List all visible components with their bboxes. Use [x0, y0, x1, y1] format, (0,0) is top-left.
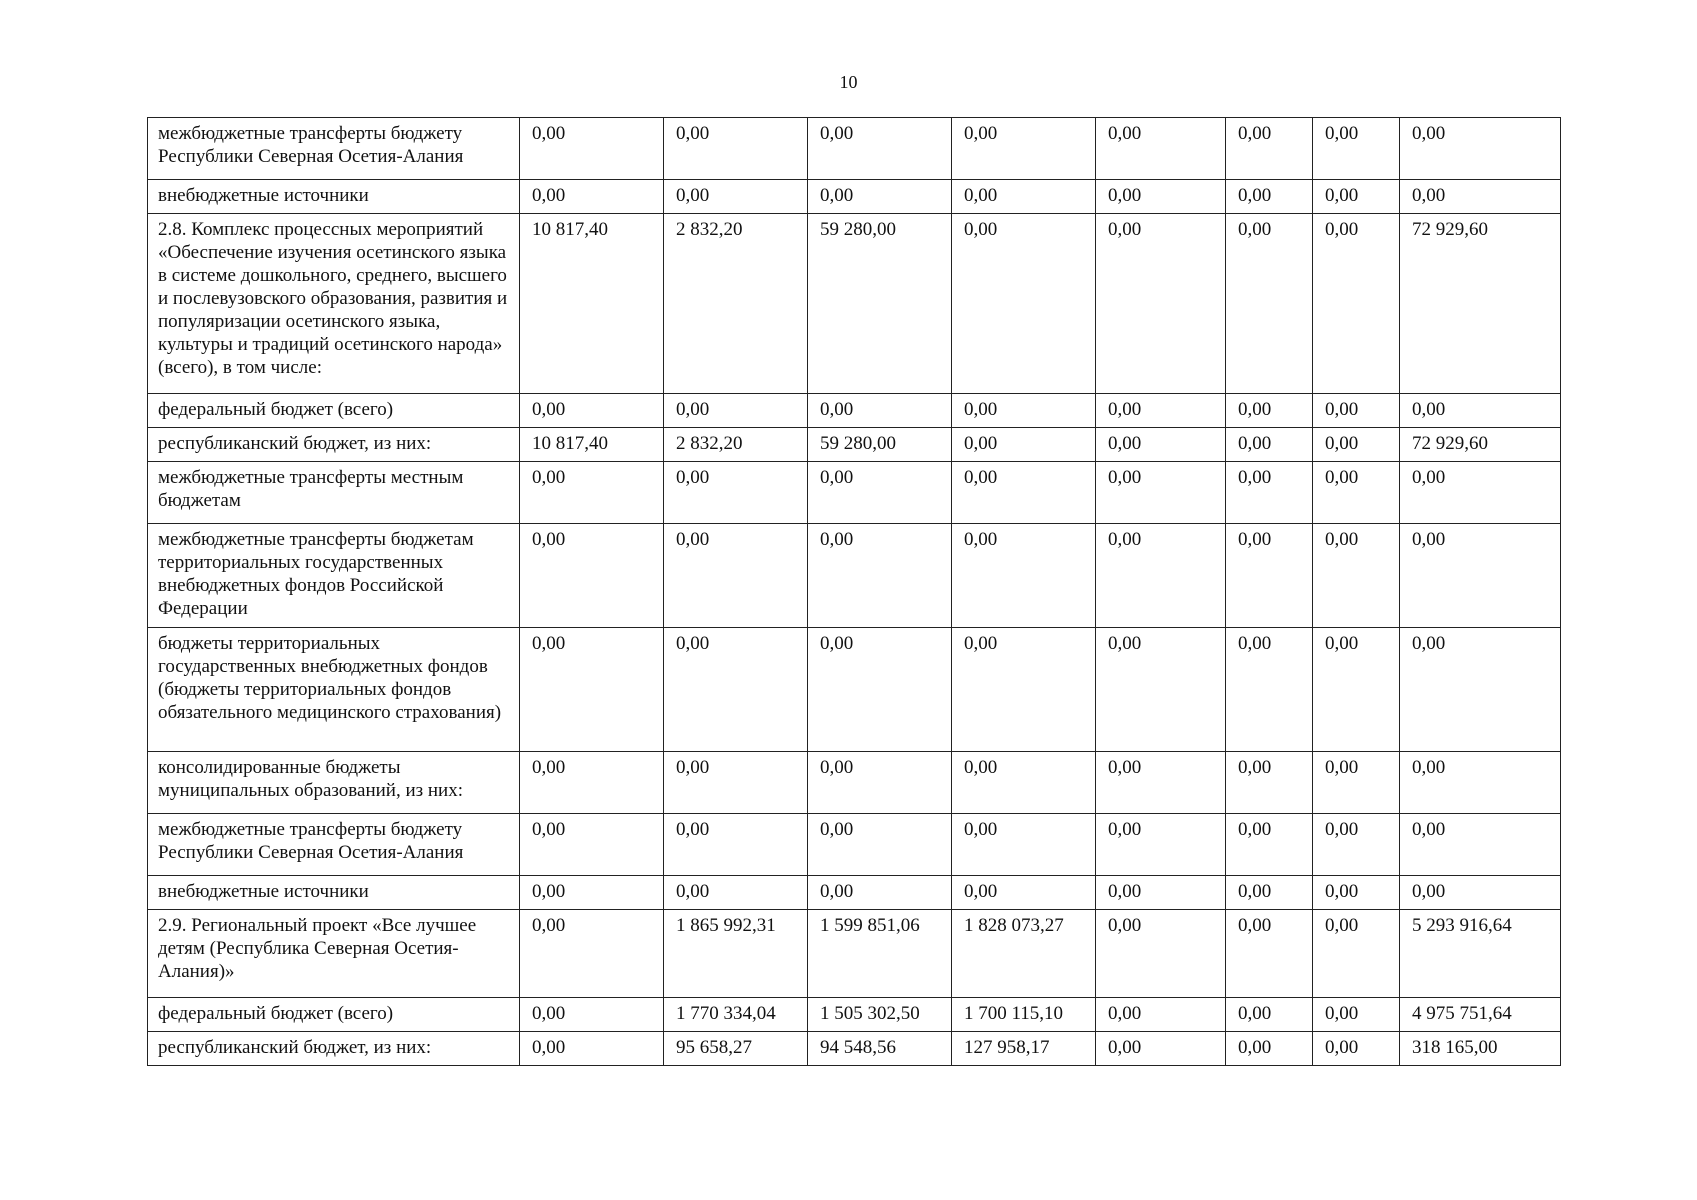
value-cell: 0,00	[952, 118, 1096, 180]
value-cell: 0,00	[808, 524, 952, 628]
value-cell: 0,00	[664, 524, 808, 628]
value-cell: 0,00	[1313, 814, 1400, 876]
value-cell: 0,00	[808, 394, 952, 428]
value-cell: 0,00	[520, 524, 664, 628]
value-cell: 10 817,40	[520, 428, 664, 462]
value-cell: 10 817,40	[520, 214, 664, 394]
value-cell: 0,00	[520, 814, 664, 876]
value-cell: 0,00	[1226, 394, 1313, 428]
value-cell: 0,00	[1313, 428, 1400, 462]
table-row	[148, 910, 1561, 998]
value-cell: 5 293 916,64	[1400, 910, 1561, 998]
row-label: федеральный бюджет (всего)	[148, 394, 520, 428]
table-row	[148, 462, 1561, 524]
value-cell: 0,00	[1226, 214, 1313, 394]
value-cell: 0,00	[1400, 524, 1561, 628]
row-label: федеральный бюджет (всего)	[148, 998, 520, 1032]
row-label: межбюджетные трансферты бюджету Республики Северная Осетия-Алания	[148, 814, 520, 876]
value-cell: 0,00	[664, 814, 808, 876]
value-cell: 0,00	[520, 462, 664, 524]
value-cell: 0,00	[808, 118, 952, 180]
table-row	[148, 394, 1561, 428]
value-cell: 95 658,27	[664, 1032, 808, 1066]
value-cell: 0,00	[808, 180, 952, 214]
value-cell: 72 929,60	[1400, 214, 1561, 394]
table-row	[148, 752, 1561, 814]
value-cell: 0,00	[1096, 628, 1226, 752]
value-cell: 0,00	[1096, 524, 1226, 628]
value-cell: 0,00	[664, 876, 808, 910]
row-label: межбюджетные трансферты бюджетам территориальных государственных внебюджетных фондов Российской Федерации	[148, 524, 520, 628]
value-cell: 0,00	[520, 752, 664, 814]
value-cell: 0,00	[1313, 752, 1400, 814]
value-cell: 0,00	[1400, 752, 1561, 814]
value-cell: 0,00	[1313, 214, 1400, 394]
table-row	[148, 628, 1561, 752]
value-cell: 0,00	[952, 524, 1096, 628]
table-row	[148, 814, 1561, 876]
value-cell: 2 832,20	[664, 214, 808, 394]
row-label: республиканский бюджет, из них:	[148, 1032, 520, 1066]
value-cell: 0,00	[1400, 180, 1561, 214]
value-cell: 59 280,00	[808, 428, 952, 462]
row-label: 2.9. Региональный проект «Все лучшее детям (Республика Северная Осетия-Алания)»	[148, 910, 520, 998]
value-cell: 0,00	[952, 394, 1096, 428]
value-cell: 1 770 334,04	[664, 998, 808, 1032]
value-cell: 1 865 992,31	[664, 910, 808, 998]
value-cell: 0,00	[1226, 180, 1313, 214]
value-cell: 0,00	[1226, 462, 1313, 524]
value-cell: 0,00	[1096, 180, 1226, 214]
value-cell: 0,00	[1226, 118, 1313, 180]
value-cell: 0,00	[664, 118, 808, 180]
value-cell: 0,00	[1313, 628, 1400, 752]
value-cell: 0,00	[1096, 814, 1226, 876]
value-cell: 0,00	[1096, 214, 1226, 394]
value-cell: 0,00	[1400, 876, 1561, 910]
value-cell: 0,00	[664, 462, 808, 524]
value-cell: 0,00	[952, 180, 1096, 214]
value-cell: 0,00	[1096, 752, 1226, 814]
value-cell: 0,00	[1400, 394, 1561, 428]
value-cell: 1 505 302,50	[808, 998, 952, 1032]
row-label: консолидированные бюджеты муниципальных образований, из них:	[148, 752, 520, 814]
value-cell: 0,00	[952, 876, 1096, 910]
row-label: межбюджетные трансферты местным бюджетам	[148, 462, 520, 524]
table-row	[148, 214, 1561, 394]
value-cell: 1 700 115,10	[952, 998, 1096, 1032]
value-cell: 0,00	[952, 628, 1096, 752]
value-cell: 0,00	[1226, 628, 1313, 752]
value-cell: 0,00	[664, 394, 808, 428]
value-cell: 127 958,17	[952, 1032, 1096, 1066]
value-cell: 0,00	[1313, 462, 1400, 524]
value-cell: 0,00	[520, 118, 664, 180]
value-cell: 0,00	[1313, 1032, 1400, 1066]
value-cell: 0,00	[808, 876, 952, 910]
value-cell: 0,00	[1226, 910, 1313, 998]
value-cell: 2 832,20	[664, 428, 808, 462]
value-cell: 0,00	[1226, 428, 1313, 462]
table-row	[148, 1032, 1561, 1066]
value-cell: 0,00	[952, 752, 1096, 814]
value-cell: 0,00	[1313, 118, 1400, 180]
row-label: внебюджетные источники	[148, 876, 520, 910]
value-cell: 0,00	[1226, 752, 1313, 814]
value-cell: 0,00	[1226, 998, 1313, 1032]
value-cell: 0,00	[1400, 462, 1561, 524]
value-cell: 0,00	[1400, 628, 1561, 752]
value-cell: 59 280,00	[808, 214, 952, 394]
page-number: 10	[839, 72, 858, 92]
value-cell: 1 599 851,06	[808, 910, 952, 998]
value-cell: 4 975 751,64	[1400, 998, 1561, 1032]
value-cell: 0,00	[1096, 462, 1226, 524]
value-cell: 0,00	[520, 180, 664, 214]
table-row	[148, 524, 1561, 628]
row-label: межбюджетные трансферты бюджету Республики Северная Осетия-Алания	[148, 118, 520, 180]
value-cell: 0,00	[520, 1032, 664, 1066]
row-label: внебюджетные источники	[148, 180, 520, 214]
value-cell: 0,00	[1096, 1032, 1226, 1066]
value-cell: 0,00	[520, 876, 664, 910]
value-cell: 0,00	[1096, 998, 1226, 1032]
value-cell: 0,00	[1226, 524, 1313, 628]
value-cell: 0,00	[1313, 180, 1400, 214]
value-cell: 0,00	[1313, 998, 1400, 1032]
value-cell: 0,00	[520, 394, 664, 428]
value-cell: 0,00	[952, 428, 1096, 462]
value-cell: 0,00	[520, 998, 664, 1032]
value-cell: 0,00	[1096, 428, 1226, 462]
value-cell: 0,00	[1400, 118, 1561, 180]
value-cell: 0,00	[520, 628, 664, 752]
table-row	[148, 428, 1561, 462]
value-cell: 0,00	[808, 462, 952, 524]
value-cell: 0,00	[520, 910, 664, 998]
value-cell: 0,00	[664, 180, 808, 214]
value-cell: 94 548,56	[808, 1032, 952, 1066]
value-cell: 0,00	[1096, 910, 1226, 998]
value-cell: 0,00	[1226, 1032, 1313, 1066]
value-cell: 0,00	[1096, 876, 1226, 910]
value-cell: 0,00	[1226, 814, 1313, 876]
value-cell: 0,00	[1096, 394, 1226, 428]
value-cell: 0,00	[1400, 814, 1561, 876]
value-cell: 1 828 073,27	[952, 910, 1096, 998]
row-label: республиканский бюджет, из них:	[148, 428, 520, 462]
value-cell: 0,00	[1313, 394, 1400, 428]
table-row	[148, 118, 1561, 180]
value-cell: 72 929,60	[1400, 428, 1561, 462]
value-cell: 0,00	[808, 752, 952, 814]
value-cell: 318 165,00	[1400, 1032, 1561, 1066]
value-cell: 0,00	[1096, 118, 1226, 180]
table-row	[148, 998, 1561, 1032]
table-row	[148, 876, 1561, 910]
value-cell: 0,00	[952, 814, 1096, 876]
value-cell: 0,00	[1313, 876, 1400, 910]
row-label: 2.8. Комплекс процессных мероприятий «Обеспечение изучения осетинского языка в системе дошкольного, среднего, высшего и послевузовского образования, развития и популяризации осетинского языка, культуры и традиций осетинского народа» (всего), в том числе:	[148, 214, 520, 394]
row-label: бюджеты территориальных государственных внебюджетных фондов (бюджеты территориальных фондов обязательного медицинского страхования)	[148, 628, 520, 752]
table-row	[148, 180, 1561, 214]
value-cell: 0,00	[952, 214, 1096, 394]
value-cell: 0,00	[664, 752, 808, 814]
value-cell: 0,00	[1313, 910, 1400, 998]
budget-table-body	[148, 118, 1561, 1066]
value-cell: 0,00	[952, 462, 1096, 524]
budget-table	[147, 117, 1561, 1066]
value-cell: 0,00	[1226, 876, 1313, 910]
value-cell: 0,00	[664, 628, 808, 752]
value-cell: 0,00	[1313, 524, 1400, 628]
value-cell: 0,00	[808, 814, 952, 876]
value-cell: 0,00	[808, 628, 952, 752]
